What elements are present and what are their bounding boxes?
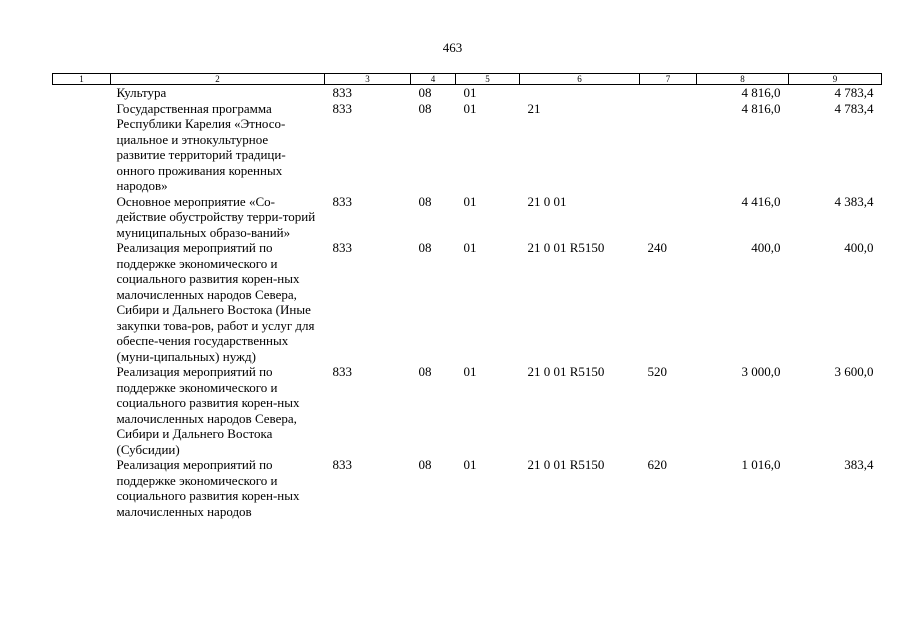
column-header: 5 (456, 74, 520, 85)
subsection-code: 01 (463, 240, 477, 255)
column-header: 2 (111, 74, 325, 85)
row-number-cell (53, 85, 111, 101)
admin-code: 833 (332, 193, 352, 209)
section-code: 08 (418, 457, 432, 472)
sum-1: 4 416,0 (741, 193, 781, 209)
header-row (53, 74, 882, 85)
row-name: Реализация мероприятий по поддержке экономического и социального развития корен-ных малочисленных народов Севера, Сибири и Дальнего Востока (Иные закупки това-ров, работ и услуг для обеспе-чения государственных (муни-ципальных) нужд) (116, 240, 315, 364)
subsection-code: 01 (463, 100, 477, 116)
table-row (53, 364, 882, 457)
expense-type-code (640, 101, 697, 194)
row-number-cell (53, 240, 111, 364)
target-code: 21 0 01 R5150 (527, 364, 605, 379)
table-row (53, 85, 882, 101)
subsection-code: 01 (463, 364, 477, 379)
sum-1: 4 816,0 (741, 100, 781, 116)
row-number-cell (53, 457, 111, 519)
table-row (53, 194, 882, 241)
target-code: 21 0 01 R5150 (527, 240, 605, 255)
row-name: Основное мероприятие «Со-действие обустройству терри-торий муниципальных образо-ваний» (116, 193, 316, 240)
section-code: 08 (418, 364, 432, 379)
row-name: Реализация мероприятий по поддержке экономического и социального развития корен-ных малочисленных народов Севера, Сибири и Дальнего Востока (Субсидии) (116, 364, 300, 457)
sum-1: 400,0 (751, 240, 781, 255)
table-row (53, 457, 882, 519)
subsection-code: 01 (463, 85, 477, 100)
expense-type-code: 520 (647, 364, 667, 379)
column-header: 3 (325, 74, 411, 85)
target-code: 21 0 01 (527, 193, 567, 209)
target-code (520, 85, 640, 101)
page-number: 463 (442, 40, 463, 55)
column-header: 1 (53, 74, 111, 85)
sum-2: 4 783,4 (834, 100, 874, 116)
budget-table (52, 73, 882, 519)
sum-2: 383,4 (844, 457, 874, 472)
sum-1: 4 816,0 (741, 85, 781, 100)
expense-type-code (640, 85, 697, 101)
column-header: 6 (520, 74, 640, 85)
row-name: Реализация мероприятий по поддержке экономического и социального развития корен-ных малочисленных народов (116, 457, 300, 519)
row-name: Государственная программа Республики Карелия «Этносо-циальное и этнокультурное развитие территорий традици-онного проживания коренных народов» (116, 100, 286, 193)
section-code: 08 (418, 85, 432, 100)
subsection-code: 01 (463, 193, 477, 209)
column-header: 9 (789, 74, 882, 85)
target-code: 21 (527, 100, 541, 116)
sum-2: 400,0 (844, 240, 874, 255)
admin-code: 833 (332, 457, 352, 472)
admin-code: 833 (332, 364, 352, 379)
row-name: Культура (116, 85, 167, 100)
expense-type-code: 240 (647, 240, 667, 255)
admin-code: 833 (332, 240, 352, 255)
row-number-cell (53, 364, 111, 457)
admin-code: 833 (332, 85, 352, 100)
target-code: 21 0 01 R5150 (527, 457, 605, 472)
sum-1: 3 000,0 (741, 364, 781, 379)
sum-2: 4 383,4 (834, 193, 874, 209)
column-header: 7 (640, 74, 697, 85)
section-code: 08 (418, 240, 432, 255)
sum-2: 4 783,4 (834, 85, 874, 100)
table-row (53, 101, 882, 194)
row-number-cell (53, 101, 111, 194)
sum-1: 1 016,0 (741, 457, 781, 472)
column-header: 4 (411, 74, 456, 85)
table-row (53, 240, 882, 364)
section-code: 08 (418, 193, 432, 209)
row-number-cell (53, 194, 111, 241)
column-header: 8 (697, 74, 789, 85)
sum-2: 3 600,0 (834, 364, 874, 379)
admin-code: 833 (332, 100, 352, 116)
subsection-code: 01 (463, 457, 477, 472)
expense-type-code: 620 (647, 457, 667, 472)
expense-type-code (640, 194, 697, 241)
section-code: 08 (418, 100, 432, 116)
